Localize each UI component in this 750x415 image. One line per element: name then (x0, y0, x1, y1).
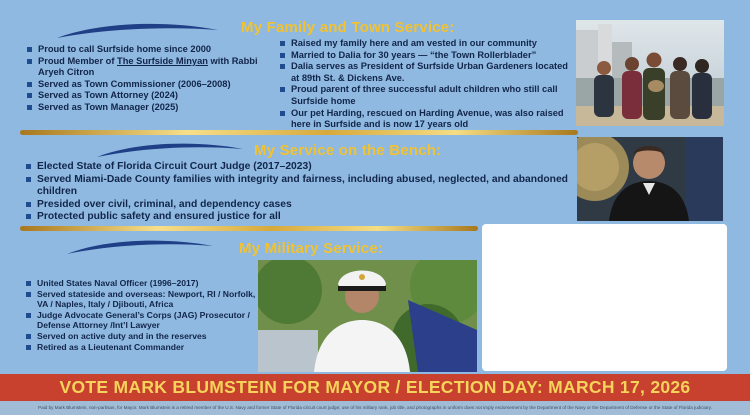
swoosh-icon (95, 138, 245, 162)
military-section-title: My Military Service: (239, 240, 384, 257)
surfside-minyan-label: The Surfside Minyan (117, 55, 208, 66)
list-item: Dalia serves as President of Surfside Urban Gardeners located at 89th St. & Dickens Ave. (278, 61, 568, 84)
list-item: Presided over civil, criminal, and dependency cases (24, 199, 574, 212)
list-item: Raised my family here and am vested in our community (278, 38, 568, 50)
list-item: Our pet Harding, rescued on Harding Avenue, was also raised here in Surfside and is now 17 years old (278, 108, 568, 131)
list-item-minyan (25, 56, 275, 79)
list-item: Served on active duty and in the reserves (24, 331, 259, 342)
list-item: Served as Town Manager (2025) (25, 102, 275, 114)
list-item: Served as Town Commissioner (2006–2008) (25, 79, 275, 91)
family-left-list (25, 44, 275, 114)
list-item: Married to Dalia for 30 years — “the Town Rollerblader” (278, 50, 568, 62)
list-item: Proud parent of three successful adult children who still call Surfside home (278, 84, 568, 107)
list-item: United States Naval Officer (1996–2017) (24, 278, 259, 289)
family-section-title: My Family and Town Service: (241, 19, 455, 36)
bench-list (24, 161, 574, 224)
list-item: Proud to call Surfside home since 2000 (25, 44, 275, 56)
list-item: Served Miami-Dade County families with integrity and fairness, including abused, neglected, and abandoned children (24, 174, 574, 199)
judge-photo (577, 137, 723, 221)
gold-divider (20, 226, 478, 231)
blank-panel (482, 224, 727, 371)
list-item: Served as Town Attorney (2024) (25, 90, 275, 102)
navy-photo (258, 260, 477, 372)
list-item: Protected public safety and ensured justice for all (24, 211, 574, 224)
minyan-suffix: with Rabbi Aryeh Citron (38, 55, 258, 78)
list-item: Served stateside and overseas: Newport, RI / Norfolk, VA / Naples, Italy / Djibouti, Africa (24, 289, 259, 310)
family-right-list (278, 38, 568, 131)
swoosh-icon (55, 18, 220, 44)
vote-banner (0, 374, 750, 401)
military-list (24, 278, 259, 352)
family-photo (576, 20, 724, 126)
list-item: Elected State of Florida Circuit Court Judge (2017–2023) (24, 161, 574, 174)
bench-section-title: My Service on the Bench: (254, 142, 442, 159)
disclaimer-text: Paid by Mark Blumstein, non-partisan, for Mayor. Mark Blumstein is a retired member of the U.S. Navy and former State of Florida circuit court judge; use of his military rank, job title, and photographs in uniform does not imply endorsement by the Department of the Navy or the Department of Defense or the State of Florida judiciary. (0, 401, 750, 415)
swoosh-icon (65, 235, 215, 259)
vote-banner-text: VOTE MARK BLUMSTEIN FOR MAYOR / ELECTION DAY: MARCH 17, 2026 (59, 377, 691, 397)
list-item: Retired as a Lieutenant Commander (24, 342, 259, 353)
gold-divider (20, 130, 578, 135)
minyan-prefix: Proud Member of (38, 55, 118, 66)
list-item: Judge Advocate General’s Corps (JAG) Prosecutor / Defense Attorney /Int’l Lawyer (24, 310, 259, 331)
